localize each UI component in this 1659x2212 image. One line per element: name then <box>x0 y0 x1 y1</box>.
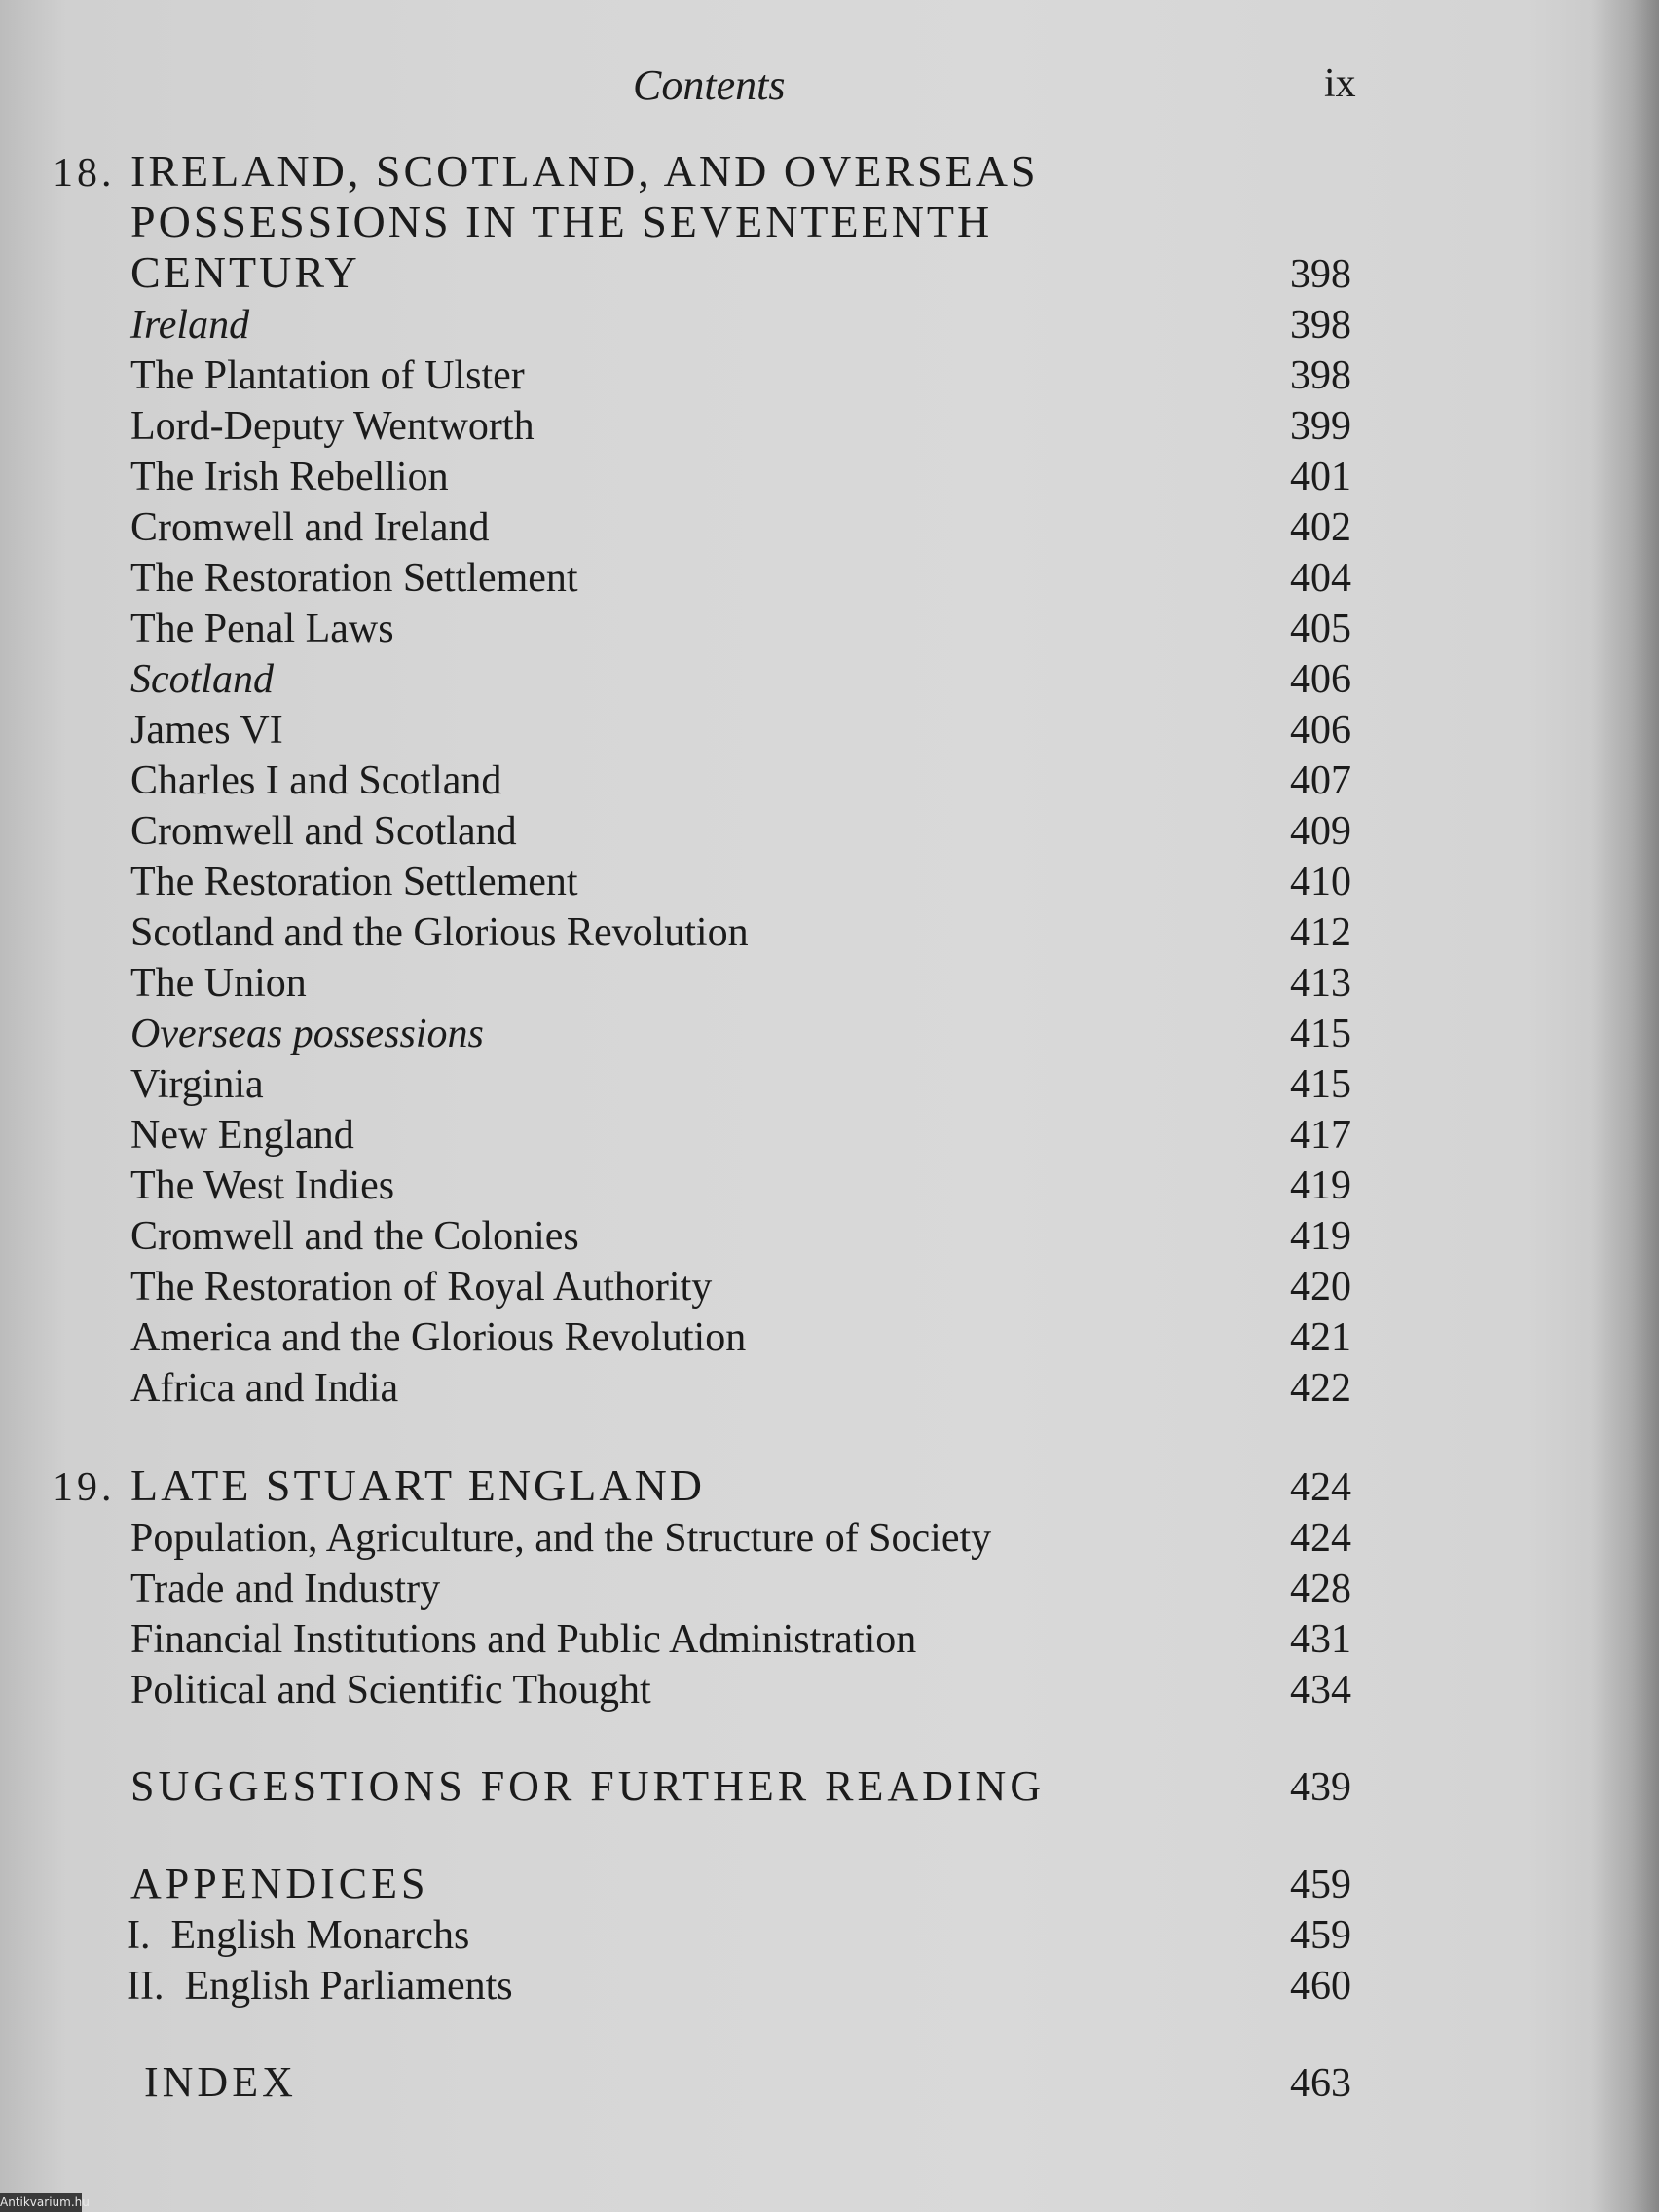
page-number: 399 <box>1290 404 1351 449</box>
watermark: Antikvarium.hu <box>0 2193 82 2212</box>
further-reading-entry <box>0 1760 1659 1811</box>
toc-entry <box>0 551 1659 602</box>
section-title: SUGGESTIONS FOR FURTHER READING <box>130 1762 1046 1810</box>
toc-entry <box>0 1562 1659 1612</box>
page-number: 398 <box>1290 353 1351 398</box>
chapter-18-heading-line-2 <box>0 197 1659 247</box>
toc-label: Ireland <box>130 303 250 348</box>
appendix-item <box>0 1908 1659 1959</box>
page-number: 412 <box>1290 910 1351 955</box>
toc-entry <box>0 804 1659 855</box>
section-title: APPENDICES <box>130 1860 429 1907</box>
appendix-item <box>0 1959 1659 2009</box>
page-number: 424 <box>1290 1516 1351 1561</box>
page-number: 405 <box>1290 607 1351 651</box>
toc-entry <box>0 500 1659 551</box>
page-folio: ix <box>1324 61 1356 106</box>
toc-label: Scotland <box>130 657 274 702</box>
toc-label: Cromwell and Ireland <box>130 505 490 550</box>
toc-label: Overseas possessions <box>130 1012 484 1056</box>
toc-entry <box>0 754 1659 804</box>
toc-entry <box>0 1310 1659 1361</box>
toc-label: Cromwell and the Colonies <box>130 1214 579 1259</box>
toc-label: I. English Monarchs <box>127 1913 470 1958</box>
page-number: 419 <box>1290 1163 1351 1208</box>
toc-label: New England <box>130 1113 354 1158</box>
page-number: 407 <box>1290 758 1351 803</box>
toc-entry <box>0 1209 1659 1260</box>
toc-subheading <box>0 652 1659 703</box>
table-of-contents <box>0 146 1659 2107</box>
toc-label: The Union <box>130 961 307 1006</box>
page-number: 459 <box>1290 1913 1351 1958</box>
toc-entry <box>0 1108 1659 1159</box>
chapter-title-line: POSSESSIONS IN THE SEVENTEENTH <box>130 197 993 246</box>
spacer <box>0 2009 1659 2056</box>
page-number: 422 <box>1290 1366 1351 1411</box>
page-number: 409 <box>1290 809 1351 854</box>
toc-entry <box>0 1361 1659 1412</box>
toc-label: The Penal Laws <box>130 607 394 651</box>
toc-entry <box>0 1612 1659 1663</box>
appendices-entry <box>0 1858 1659 1908</box>
page-number: 421 <box>1290 1315 1351 1360</box>
toc-label: Charles I and Scotland <box>130 758 502 803</box>
chapter-18-heading-line-3 <box>0 247 1659 298</box>
toc-label: The Restoration Settlement <box>130 556 578 601</box>
toc-label: The Irish Rebellion <box>130 455 449 499</box>
page-header <box>0 60 1659 119</box>
toc-label: Political and Scientific Thought <box>130 1668 651 1713</box>
page-number: 419 <box>1290 1214 1351 1259</box>
page-number: 415 <box>1290 1012 1351 1056</box>
page-number: 420 <box>1290 1265 1351 1309</box>
toc-entry <box>0 1260 1659 1310</box>
toc-entry <box>0 1511 1659 1562</box>
chapter-number: 18. <box>53 151 116 196</box>
chapter-title-line: CENTURY <box>130 247 360 297</box>
chapter-19-heading <box>0 1460 1659 1511</box>
toc-label: The West Indies <box>130 1163 395 1208</box>
chapter-number: 19. <box>53 1465 116 1510</box>
page-number: 415 <box>1290 1062 1351 1107</box>
toc-entry <box>0 956 1659 1007</box>
page-number: 404 <box>1290 556 1351 601</box>
page-number: 413 <box>1290 961 1351 1006</box>
toc-label: II. English Parliaments <box>127 1964 513 2009</box>
toc-entry <box>0 1159 1659 1209</box>
page-number: 402 <box>1290 505 1351 550</box>
page-number: 439 <box>1290 1765 1351 1810</box>
index-entry <box>0 2056 1659 2107</box>
toc-label: The Restoration Settlement <box>130 860 578 904</box>
page-number: 410 <box>1290 860 1351 904</box>
page-number: 428 <box>1290 1567 1351 1611</box>
page-number: 424 <box>1290 1465 1351 1510</box>
page-number: 431 <box>1290 1617 1351 1662</box>
toc-entry <box>0 349 1659 399</box>
spacer <box>0 1714 1659 1760</box>
page-number: 463 <box>1290 2061 1351 2106</box>
toc-label: Population, Agriculture, and the Structure of Society <box>130 1516 992 1561</box>
toc-entry <box>0 399 1659 450</box>
toc-label: Virginia <box>130 1062 264 1107</box>
page-number: 460 <box>1290 1964 1351 2009</box>
toc-label: Lord-Deputy Wentworth <box>130 404 535 449</box>
toc-entry <box>0 1663 1659 1714</box>
page-number: 398 <box>1290 303 1351 348</box>
toc-label: Africa and India <box>130 1366 399 1411</box>
toc-entry <box>0 703 1659 754</box>
spacer <box>0 1811 1659 1858</box>
page-number: 434 <box>1290 1668 1351 1713</box>
toc-entry <box>0 855 1659 905</box>
toc-entry <box>0 450 1659 500</box>
page-number: 459 <box>1290 1862 1351 1907</box>
toc-label: America and the Glorious Revolution <box>130 1315 747 1360</box>
toc-entry <box>0 1057 1659 1108</box>
spacer <box>0 1412 1659 1460</box>
page-number: 406 <box>1290 657 1351 702</box>
page-number: 406 <box>1290 708 1351 753</box>
page-number: 417 <box>1290 1113 1351 1158</box>
chapter-title-line: IRELAND, SCOTLAND, AND OVERSEAS <box>130 146 1039 196</box>
toc-label: Scotland and the Glorious Revolution <box>130 910 749 955</box>
section-title: INDEX <box>144 2058 297 2106</box>
toc-subheading <box>0 1007 1659 1057</box>
toc-label: The Plantation of Ulster <box>130 353 525 398</box>
page-number: 398 <box>1290 252 1351 297</box>
toc-entry <box>0 602 1659 652</box>
toc-label: Trade and Industry <box>130 1567 441 1611</box>
running-head: Contents <box>633 61 786 109</box>
toc-label: Financial Institutions and Public Administration <box>130 1617 917 1662</box>
toc-entry <box>0 905 1659 956</box>
page-number: 401 <box>1290 455 1351 499</box>
toc-label: James VI <box>130 708 283 753</box>
toc-label: The Restoration of Royal Authority <box>130 1265 713 1309</box>
chapter-title: LATE STUART ENGLAND <box>130 1460 706 1510</box>
toc-subheading <box>0 298 1659 349</box>
toc-label: Cromwell and Scotland <box>130 809 517 854</box>
chapter-18-heading-line-1 <box>0 146 1659 197</box>
